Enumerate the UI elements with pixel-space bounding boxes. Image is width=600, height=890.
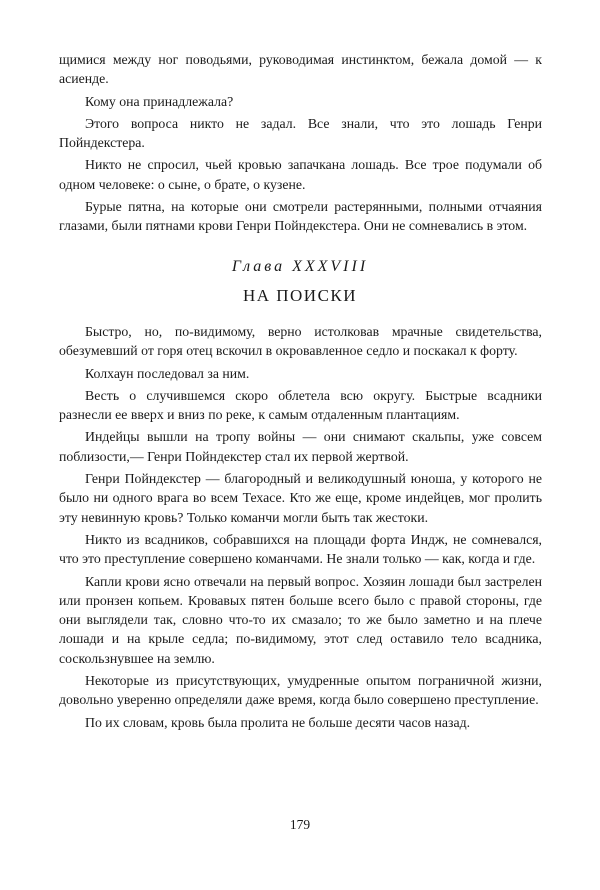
paragraph: Кому она принадлежала? (85, 93, 234, 109)
paragraph: Никто из всадников, собравшихся на площади форта Индж, не сомневался, что это преступление совершено команчами. Не знали только — как, когда и где. (59, 531, 542, 567)
paragraph: Генри Пойндекстер — благородный и великодушный юноша, у которого не было ни одного врага во всем Техасе. Кто же еще, кроме индейцев, мог пролить эту невинную кровь? Только команчи могли быть так жестоки. (59, 471, 542, 525)
chapter-title: НА ПОИСКИ (242, 286, 358, 305)
preceding-text (59, 50, 542, 239)
page-number: 179 (289, 817, 311, 832)
paragraph: Колхаун последовал за ним. (85, 365, 250, 381)
paragraph: щимися между ног поводьями, руководимая инстинктом, бежала домой — к асиенде. (59, 52, 542, 87)
paragraph: По их словам, кровь была пролита не больше десяти часов назад. (85, 714, 471, 730)
paragraph: Некоторые из присутствующих, умудренные опытом пограничной жизни, довольно уверенно определяли даже время, когда было совершено преступление. (59, 673, 542, 708)
chapter-text (59, 322, 542, 735)
paragraph: Никто не спросил, чьей кровью запачкана лошадь. Все трое подумали об одном человеке: о сыне, о брате, о кузене. (59, 157, 542, 192)
paragraph: Весть о случившемся скоро облетела всю округу. Быстрые всадники разнесли ее вверх и вниз по реке, к самым отдаленным плантациям. (59, 387, 542, 423)
paragraph: Капли крови ясно отвечали на первый вопрос. Хозяин лошади был застрелен или пронзен копьем. Кровавых пятен больше всего было с правой стороны, где они выглядели так, словно что-то их смазало; то же было заметно и на плече лошади и на крыле седла; по-видимому, этот след оставило тело всадника, соскользнувшее на землю. (59, 573, 542, 666)
chapter-label: Глава XXXVIII (231, 258, 369, 275)
paragraph: Индейцы вышли на тропу войны — они снимают скальпы, уже совсем поблизости,— Генри Пойндекстер стал их первой жертвой. (59, 429, 542, 464)
paragraph: Этого вопроса никто не задал. Все знали, что это лошадь Генри Пойндекстера. (59, 115, 542, 151)
paragraph: Быстро, но, по-видимому, верно истолковав мрачные свидетельства, обезумевший от горя отец вскочил в окровавленное седло и поскакал к форту. (59, 324, 542, 359)
paragraph: Бурые пятна, на которые они смотрели растерянными, полными отчаяния глазами, были пятнами крови Генри Пойндекстера. Они не сомневались в этом. (59, 199, 542, 234)
